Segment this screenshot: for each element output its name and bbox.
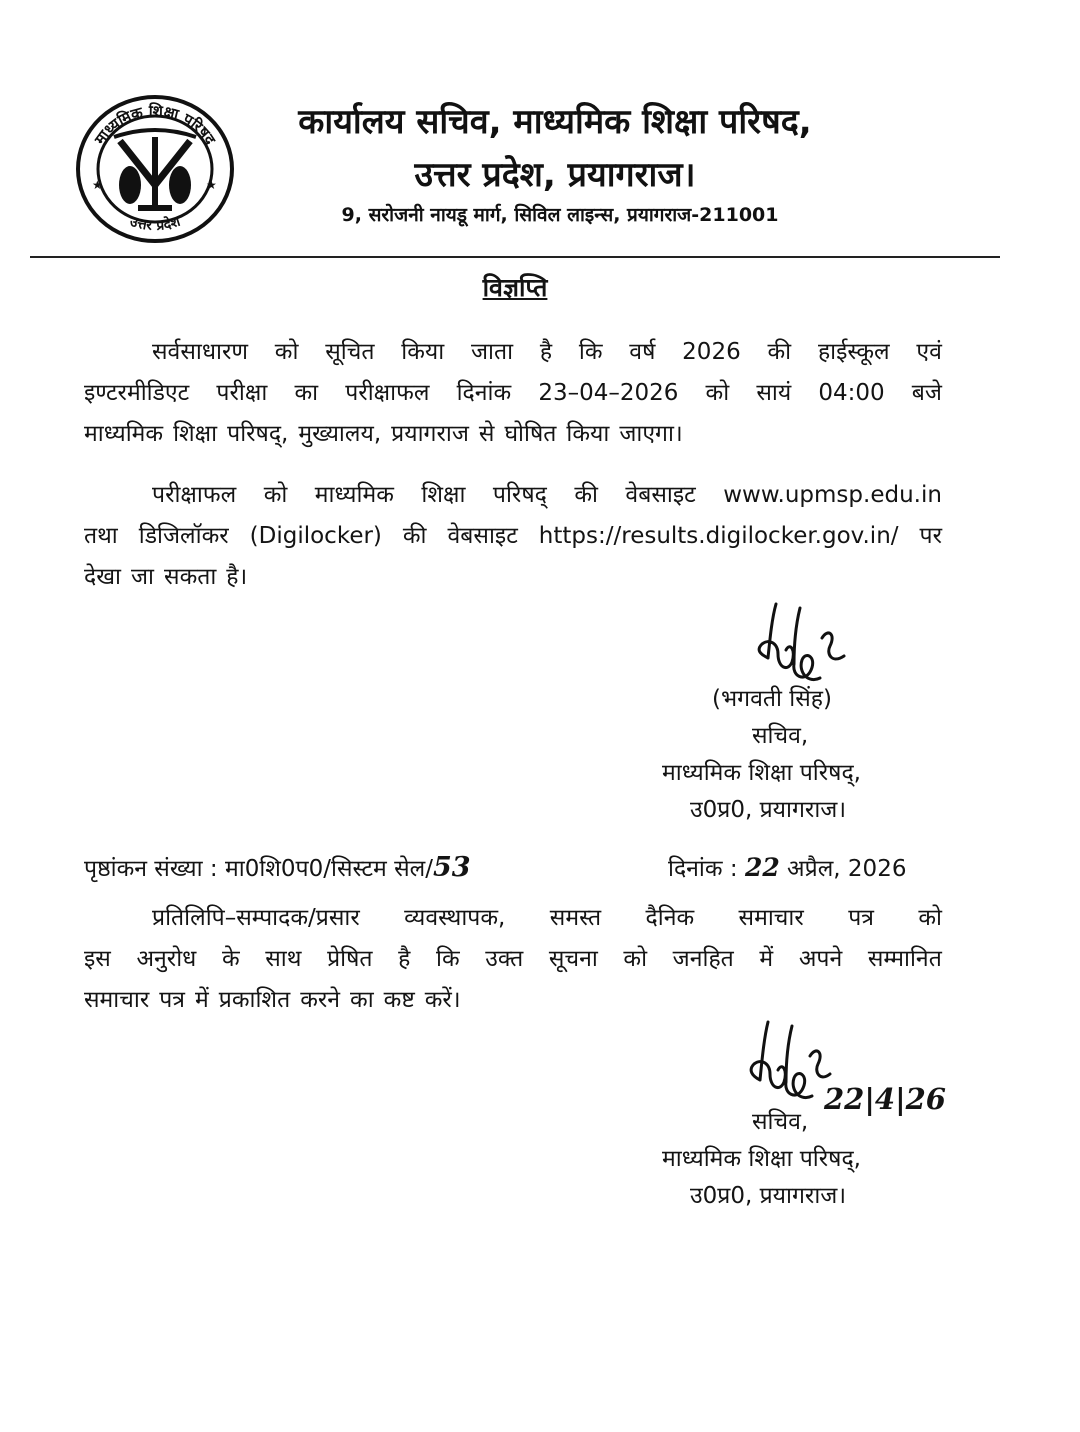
handwritten-date: 22|4|26: [824, 1082, 946, 1116]
svg-text:माध्यमिक शिक्षा परिषद: माध्यमिक शिक्षा परिषद: [90, 101, 220, 148]
para1-line1: सर्वसाधारण को सूचित किया जाता है कि वर्ष 2026 की हाईस्कूल एवं: [152, 339, 942, 365]
para1-line2: इण्टरमीडिएट परीक्षा का परीक्षाफल दिनांक 23–04–2026 को सायं 04:00 बजे: [84, 380, 942, 406]
signatory2-org: माध्यमिक शिक्षा परिषद्,: [662, 1146, 861, 1172]
svg-text:★: ★: [206, 178, 217, 192]
para1-line3: माध्यमिक शिक्षा परिषद्, मुख्यालय, प्रयागराज से घोषित किया जाएगा।: [84, 421, 683, 447]
para2-line2: तथा डिजिलॉकर (Digilocker) की वेबसाइट https://results.digilocker.gov.in/ पर: [84, 523, 942, 549]
signatory2-place: उ0प्र0, प्रयागराज।: [690, 1183, 847, 1209]
office-title-line2: उत्तर प्रदेश, प्रयागराज।: [414, 155, 696, 195]
copy-line2: इस अनुरोध के साथ प्रेषित है कि उक्त सूचना को जनहित में अपने सम्मानित: [84, 946, 942, 972]
signatory-name: (भगवती सिंह): [712, 686, 832, 712]
copy-line3: समाचार पत्र में प्रकाशित करने का कष्ट करें।: [84, 987, 461, 1013]
signatory2-designation: सचिव,: [752, 1109, 809, 1135]
date-month-year: अप्रैल, 2026: [787, 856, 907, 882]
date-label: दिनांक :: [668, 856, 738, 882]
copy-line1: प्रतिलिपि–सम्पादक/प्रसार व्यवस्थापक, समस्त दैनिक समाचार पत्र को: [152, 905, 942, 931]
signatory-org: माध्यमिक शिक्षा परिषद्,: [662, 760, 861, 786]
office-address: 9, सरोजनी नायडू मार्ग, सिविल लाइन्स, प्रयागराज-211001: [341, 204, 779, 226]
endorsement-date: [668, 851, 906, 883]
reference-number: 53: [433, 852, 471, 883]
date-day: 22: [744, 853, 780, 882]
office-title-line1: कार्यालय सचिव, माध्यमिक शिक्षा परिषद,: [298, 102, 812, 142]
signature-mark-2: [744, 1018, 834, 1108]
signatory-place: उ0प्र0, प्रयागराज।: [690, 797, 847, 823]
svg-text:उत्तर प्रदेश: उत्तर प्रदेश: [127, 213, 183, 235]
endorsement-reference: [84, 851, 471, 883]
header-divider: [30, 256, 1000, 258]
notice-title: विज्ञप्ति: [482, 273, 548, 302]
reference-label: पृष्ठांकन संख्या : मा0शि0प0/सिस्टम सेल/: [84, 856, 434, 882]
para2-line3: देखा जा सकता है।: [84, 564, 248, 590]
signature-mark-1: [748, 598, 858, 690]
signatory-designation: सचिव,: [752, 723, 809, 749]
para2-line1: परीक्षाफल को माध्यमिक शिक्षा परिषद् की वेबसाइट www.upmsp.edu.in: [152, 482, 942, 508]
svg-text:★: ★: [92, 178, 103, 192]
